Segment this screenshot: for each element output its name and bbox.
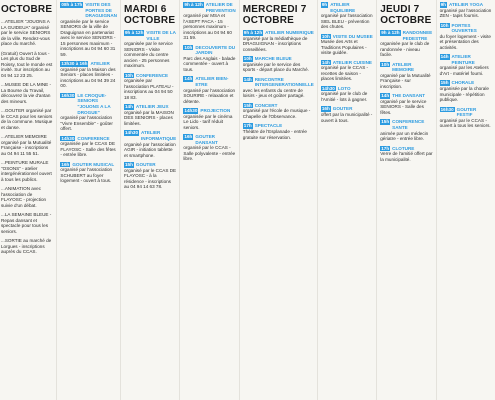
event-entry (1, 212, 53, 234)
event-description: organisé par la Maison des Seniors - places limitées - inscriptions au 04 94 39 24 00. (60, 66, 116, 89)
event-title: ATELIER EQUILIBRE (330, 2, 356, 13)
event-time: 14h (321, 59, 330, 65)
event-time: 15h (381, 119, 390, 125)
program-column (318, 0, 377, 400)
event-entry (440, 54, 492, 76)
event-entry (321, 2, 373, 30)
event-entry (1, 238, 53, 255)
event-entry (60, 162, 117, 184)
event-description: organisé par les Ateliers d'Art - matériel fourni. (439, 65, 489, 76)
event-title: ATELIER JEUX (135, 104, 169, 110)
event-description: ...LA SEMAINE BLEUE - Repas dansant et spectacle pour tous les seniors. (1, 212, 52, 234)
event-header (440, 23, 492, 34)
event-description: organisée par l'association PLATEAU - inscriptions au 04 94 50 18 83. (124, 78, 174, 100)
event-entry (321, 60, 373, 82)
event-header (243, 77, 314, 88)
event-title: DECOUVERTE DU JARDIN (195, 44, 236, 56)
event-entry (380, 93, 432, 115)
event-title: VISITE DES PORTES DE DRAGUIGNAN (85, 2, 117, 19)
event-time: 14h (440, 54, 449, 60)
event-title: CONCERT (254, 102, 278, 108)
event-header (321, 2, 373, 13)
event-title: CHORALE (451, 80, 475, 86)
event-description: ...GOUTER organisé par le CCAS pour les seniors de la commune. Musique et danse. (1, 108, 53, 130)
event-title: PROJECTION (200, 108, 231, 114)
event-title: CLOTURE (392, 145, 415, 151)
event-entry (1, 160, 53, 182)
event-description: ...SORTIE au marché de Lorgues - inscriptions auprès du CCAS. (1, 238, 52, 254)
event-description: organisé par l'association SIEL BLEU - prévention des chutes. (320, 13, 373, 30)
event-entry (440, 107, 492, 129)
event-time: 08h à 17h (61, 2, 83, 7)
event-entry (60, 93, 117, 132)
event-time: 17h (243, 123, 252, 129)
event-time: 14h (243, 76, 252, 82)
day-heading: OCTOBRE (1, 4, 53, 15)
event-header (183, 134, 235, 145)
event-header (243, 30, 314, 36)
event-title: VISITE DE LA VILLE (146, 30, 176, 41)
event-title: LE CROQUE-SENIORS "JOUONS A LA DROGUE" (77, 92, 111, 115)
event-time: 10h (321, 33, 330, 39)
event-description: organisée par le CCAS DE FLAYOSC - Salle des fêtes - entrée libre. (60, 141, 116, 158)
event-description: organisé par l'association AGIR - initiation tablette et smartphone. (124, 141, 176, 158)
event-entry (60, 61, 117, 89)
event-title: ATELIER BIEN-ETRE (195, 76, 229, 87)
program-column (121, 0, 180, 400)
event-title: CONFERENCE (135, 72, 169, 78)
event-header (183, 76, 235, 87)
event-description: ...PEINTURE MURALE "OSONS" - atelier intergénérationnel ouvert à tous les publics. (1, 160, 52, 182)
event-time: 17h (381, 145, 390, 151)
event-time: 10h (125, 72, 133, 78)
day-heading: JEUDI 7 OCTOBRE (380, 4, 432, 26)
event-entry (243, 77, 314, 99)
event-description: organisé par l'école de musique - Chapelle de l'Observance. (242, 108, 311, 119)
event-entry (1, 108, 53, 130)
event-title: ATELIER DE PREVENTION (205, 2, 236, 13)
event-time: 14h (125, 104, 133, 110)
event-entry (1, 82, 53, 104)
event-entry (124, 73, 176, 101)
event-time: 16h (61, 161, 70, 167)
event-description: organisée par le club de randonnée - niveau facile. (380, 41, 430, 58)
event-title: GOUTER (135, 162, 156, 168)
event-title: GOUTER FESTIF (456, 106, 477, 118)
event-header (183, 45, 235, 56)
event-header (124, 130, 176, 141)
event-description: organisé par l'association ZEN - tapis fournis. (439, 7, 492, 19)
event-header (380, 119, 432, 130)
event-title: GOUTER DANSANT (195, 134, 218, 145)
event-entry (1, 134, 53, 156)
event-entry (183, 45, 235, 73)
event-entry (183, 134, 235, 162)
event-title: PORTES OUVERTES (451, 22, 477, 34)
program-column (377, 0, 436, 400)
event-entry (440, 80, 492, 102)
event-header (440, 107, 492, 118)
event-header (60, 93, 117, 115)
event-entry (243, 30, 314, 52)
event-entry (124, 162, 176, 190)
event-description: organisé par la médiathèque de DRAGUIGNAN - inscriptions conseillées. (242, 35, 308, 52)
event-time: 15h (243, 102, 252, 108)
event-time: 10h (381, 61, 390, 67)
event-title: GOUTER MUSICAL (72, 161, 115, 167)
event-description: (Gratuit) Ouvert à tous - Les plus du Sud de Roissy, tout le monde est invité. Sur inscription au 04 94 12 23 25. (1, 50, 53, 78)
event-entry (183, 76, 235, 104)
event-title: VISITE DU MUSEE (332, 33, 373, 39)
event-description: Théâtre de l'Esplanade - entrée gratuite sur réservation. (242, 129, 307, 140)
event-description: du foyer logement - visite et présentation des activités. (439, 33, 491, 50)
event-entry (243, 103, 314, 120)
event-description: organisée par la chorale municipale - répétition publique. (439, 86, 489, 103)
event-time: 15h (125, 162, 133, 168)
event-description: ...ATELIER "JOUONS A LA GUIDEUA" organisé par le service SENIORS de la ville. Rendez-vous place du marché. (1, 19, 51, 46)
event-description: organisé par MSA et l'ASEPT PACA - 15 personnes maximum - inscriptions au 04 94 60 31 59. (183, 13, 232, 41)
event-entry (321, 86, 373, 103)
event-header (440, 54, 492, 65)
event-description: organisé par l'association "Vivre Ensemble" - goûter offert. (60, 115, 113, 132)
event-time: 14h30 (125, 130, 139, 136)
event-description: offert par la municipalité - ouvert à tous. (320, 112, 373, 123)
event-time: 16h (184, 134, 193, 140)
event-description: organisé par la Mutualité Française - sur inscription. (380, 72, 431, 89)
event-description: animée par un médecin gériatre - entrée libre. (380, 130, 429, 142)
event-header (124, 30, 176, 41)
event-entry (440, 23, 492, 51)
event-description: organisé par l'association SCHUBERT au foyer logement - ouvert à tous. (60, 167, 113, 184)
event-title: MARCHE BLEUE (254, 56, 292, 62)
event-description: ...ANIMATION avec l'association de FLAYOSC - projection suivie d'un débat. (1, 186, 47, 208)
program-column (0, 0, 57, 400)
event-time: 14h (381, 93, 390, 99)
event-entry (1, 186, 53, 208)
event-description: organisé par le CCAS - recettes de saison - places limitées. (320, 65, 369, 82)
event-time: 13h30 à 16h (61, 61, 88, 67)
event-description: organisée par le service SENIORS - Visite commentée du centre ancien - 25 personnes maximum. (124, 41, 173, 69)
program-column (437, 0, 495, 400)
event-description: ...MUSEE DE LA MINE - La Bourse du Travail, découvrez la vie d'antan des mineurs. (1, 82, 52, 104)
event-entry (1, 51, 53, 79)
event-title: RANDONNEE PEDESTRE (402, 30, 433, 41)
event-entry (124, 30, 176, 69)
event-entry (243, 123, 314, 140)
event-description: Musée des Arts et Traditions Populaires - visite guidée. (320, 39, 367, 56)
event-description: avec les enfants du centre de loisirs - jeux et goûter partagé. (242, 87, 305, 99)
event-description: organisé par le CCAS - Salle polyvalente - entrée libre. (183, 145, 236, 162)
event-description: organisé par le service SENIORS - Salle des fêtes. (380, 98, 427, 115)
event-description: Parc des Anglais - balade commentée - ouvert à tous. (183, 55, 236, 72)
event-description: organisé par le CCAS DE FLAYOSC - à la résidence - inscriptions au 04 94 14 63 78. (124, 167, 177, 190)
event-time: 14h30 (61, 135, 75, 141)
event-time: 14h30 (321, 85, 335, 91)
event-description: organisé par le CCAS - ouvert à tous les seniors. (439, 117, 491, 129)
event-title: CONFERENCE SANTE (392, 119, 425, 131)
event-entry (124, 130, 176, 158)
event-title: ATELIER YOGA (448, 2, 484, 7)
event-title: RENCONTRE INTERGENERATIONNELLE (254, 76, 314, 88)
program-column (240, 0, 318, 400)
event-time: 16h (321, 106, 330, 112)
event-title: ATELIER CUISINE (332, 59, 372, 65)
day-heading: MARDI 6 OCTOBRE (124, 4, 176, 26)
event-title: GOUTER (332, 106, 353, 112)
event-entry (380, 146, 432, 163)
event-entry (124, 104, 176, 126)
event-description: organisé par la MAISON DES SENIORS - places limitées. (124, 109, 174, 126)
event-time: 15h (440, 80, 449, 86)
event-entry (380, 30, 432, 58)
event-entry (321, 106, 373, 123)
event-header (380, 30, 432, 41)
event-title: ATELIER MEMOIRE (392, 61, 415, 73)
event-title: SPECTACLE (254, 123, 283, 129)
event-time: 9h (440, 2, 446, 7)
event-title: ATELIER INFORMATIQUE (141, 130, 177, 141)
event-entry (1, 19, 53, 47)
event-title: LOTO (337, 85, 351, 91)
event-title: ATELIER NUMERIQUE (265, 30, 314, 35)
event-entry (183, 108, 235, 130)
event-description: organisée par le cinéma Le Lido - tarif réduit seniors. (183, 113, 233, 130)
event-description: ...ATELIER MEMOIRE organisé par la Mutualité Française - inscriptions au 04 94 11 55 51. (1, 134, 52, 156)
program-column (180, 0, 239, 400)
event-title: CONFERENCE (77, 135, 110, 141)
event-title: THE DANSANT (392, 93, 426, 99)
event-time: 10h (243, 56, 252, 62)
event-time: 16h30 (61, 92, 75, 98)
event-header (183, 108, 235, 114)
event-header (380, 62, 432, 73)
event-entry (60, 2, 117, 57)
event-entry (60, 136, 117, 158)
event-title: ATELIER (90, 61, 110, 67)
event-title: ATELIER PEINTURE (451, 54, 475, 65)
event-time: 14h (184, 76, 193, 82)
event-time: 10h (184, 44, 193, 50)
event-time: 9h à 12h (381, 30, 400, 35)
event-entry (380, 62, 432, 90)
day-heading: MERCREDI 7 OCTOBRE (242, 4, 307, 26)
event-description: organisée par le service des sports - départ place du Marché. (242, 61, 309, 73)
event-time: 10h (440, 22, 449, 28)
event-entry (183, 2, 235, 41)
event-entry (243, 56, 314, 73)
event-header (183, 2, 235, 13)
event-description: organisé par l'association SOURIRE - relaxation et détente. (183, 87, 236, 104)
event-header (60, 2, 117, 19)
event-entry (440, 2, 492, 19)
event-time: 16h30 (440, 106, 454, 112)
event-entry (321, 34, 373, 56)
event-time: 9h à 12h (184, 2, 203, 7)
event-description: organisée par le service SENIORS de la ville de Draguignan en partenariat avec le service SENIORS - 15 personnes maximum - inscriptions au 04 94 60 31 59. (60, 18, 116, 57)
program-column (57, 0, 121, 400)
event-description: Verre de l'amitié offert par la municipalité. (380, 151, 433, 162)
event-time: 9h à 12h (243, 30, 263, 35)
event-entry (380, 119, 432, 141)
event-time: 9h à 12h (125, 30, 144, 35)
event-description: organisé par le club de l'Amitié - lots à gagner. (320, 91, 368, 102)
event-time: 9h (321, 2, 328, 7)
event-time: 14h30 (184, 108, 198, 114)
